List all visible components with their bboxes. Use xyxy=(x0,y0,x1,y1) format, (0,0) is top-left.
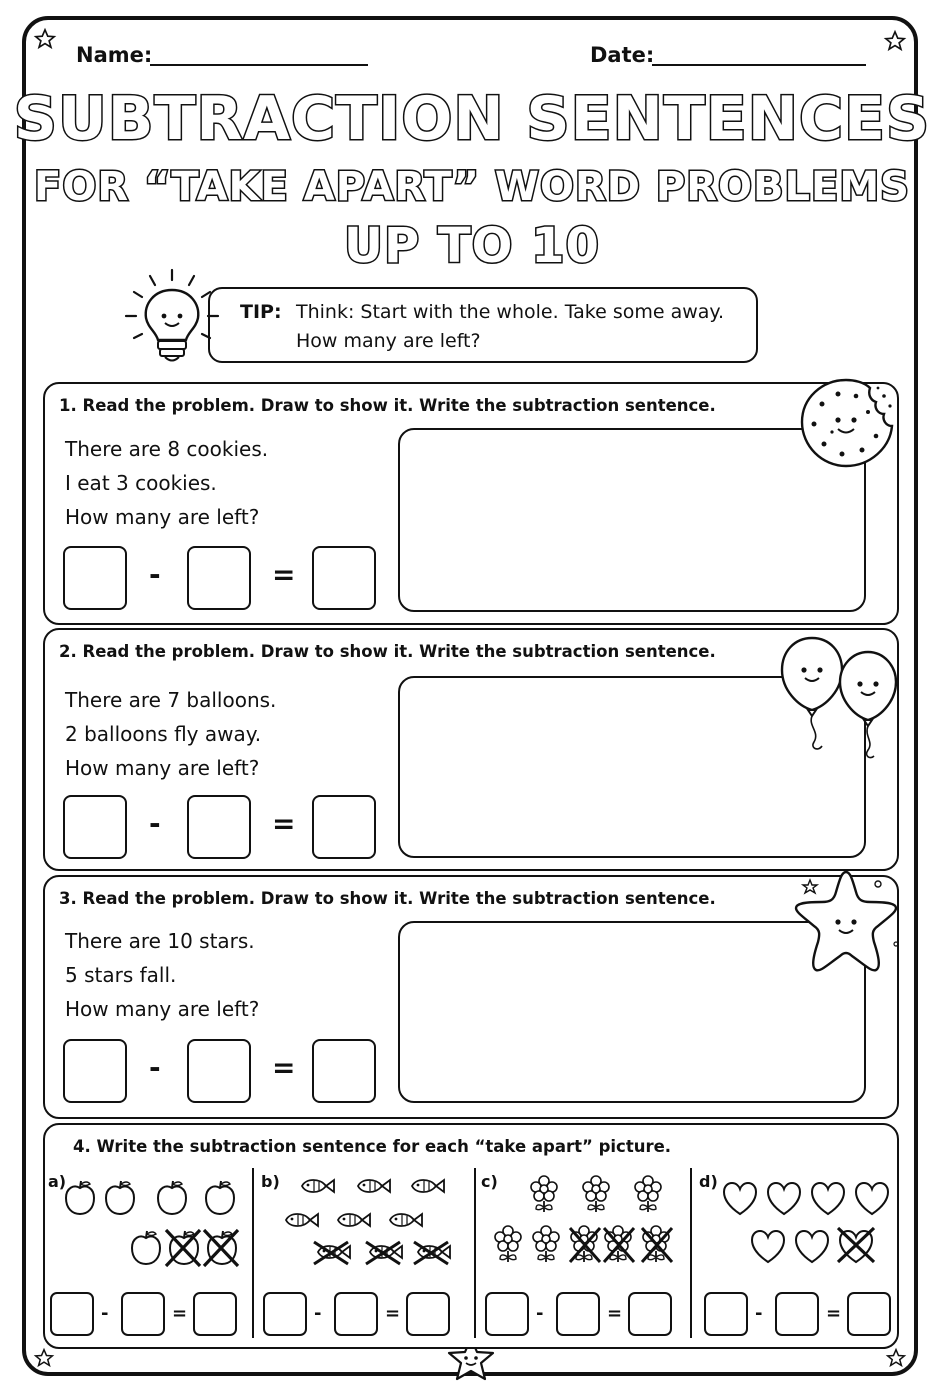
date-field[interactable] xyxy=(652,64,866,66)
answer-box[interactable] xyxy=(628,1292,672,1336)
problem-heading: 4. Write the subtraction sentence for each “take apart” picture. xyxy=(73,1137,672,1156)
cookie-icon xyxy=(798,376,898,470)
difference-answer-box[interactable] xyxy=(312,546,376,610)
answer-box[interactable] xyxy=(406,1292,450,1336)
heart-icon xyxy=(812,1183,844,1214)
apple-icon xyxy=(132,1231,160,1264)
heart-icon xyxy=(752,1231,784,1262)
divider xyxy=(252,1168,254,1338)
difference-answer-box[interactable] xyxy=(312,1039,376,1103)
answer-box[interactable] xyxy=(847,1292,891,1336)
problem-1-panel xyxy=(43,382,899,625)
flower-icon xyxy=(635,1176,661,1212)
minus-sign: - xyxy=(755,1303,763,1324)
fish-icon xyxy=(286,1214,318,1226)
subtrahend-answer-box[interactable] xyxy=(187,795,251,859)
minus-sign: - xyxy=(101,1303,109,1324)
flower-icon xyxy=(583,1176,609,1212)
answer-box[interactable] xyxy=(121,1292,165,1336)
equals-sign: = xyxy=(826,1303,842,1324)
minuend-answer-box[interactable] xyxy=(63,1039,127,1103)
answer-box[interactable] xyxy=(485,1292,529,1336)
star-decoration-icon xyxy=(34,28,56,50)
heart-icon xyxy=(768,1183,800,1214)
problem-line: There are 10 stars. xyxy=(65,929,255,953)
heart-icon xyxy=(796,1231,828,1262)
answer-box[interactable] xyxy=(775,1292,819,1336)
tip-text-line1: Think: Start with the whole. Take some away. xyxy=(296,301,725,323)
date-label: Date: xyxy=(590,43,655,67)
minuend-answer-box[interactable] xyxy=(63,546,127,610)
equals-sign: = xyxy=(272,1051,296,1084)
star-decoration-icon xyxy=(884,30,906,52)
equals-sign: = xyxy=(607,1303,623,1324)
answer-box[interactable] xyxy=(50,1292,94,1336)
name-field[interactable] xyxy=(150,64,368,66)
apple-picture xyxy=(60,1178,250,1274)
equals-sign: = xyxy=(385,1303,401,1324)
heart-icon xyxy=(724,1183,756,1214)
minus-sign: - xyxy=(149,558,161,591)
flower-icon xyxy=(495,1226,521,1262)
problem-heading: 1. Read the problem. Draw to show it. Write the subtraction sentence. xyxy=(59,396,716,415)
answer-box[interactable] xyxy=(334,1292,378,1336)
tip-text-line2: How many are left? xyxy=(296,330,481,352)
divider xyxy=(474,1168,476,1338)
problem-line: There are 8 cookies. xyxy=(65,437,269,461)
picture-label-b: b) xyxy=(261,1172,280,1191)
equals-sign: = xyxy=(272,558,296,591)
page-title: SUBTRACTION SENTENCES xyxy=(13,84,931,154)
equals-sign: = xyxy=(272,807,296,840)
answer-box[interactable] xyxy=(704,1292,748,1336)
problem-line: 5 stars fall. xyxy=(65,963,177,987)
problem-heading: 2. Read the problem. Draw to show it. Write the subtraction sentence. xyxy=(59,642,716,661)
fish-icon xyxy=(338,1214,370,1226)
star-icon xyxy=(790,866,902,976)
tip-label: TIP: xyxy=(240,301,282,323)
minuend-answer-box[interactable] xyxy=(63,795,127,859)
name-label: Name: xyxy=(76,43,153,67)
problem-3-panel xyxy=(43,875,899,1119)
heart-picture xyxy=(718,1178,896,1270)
problem-line: How many are left? xyxy=(65,997,260,1021)
problem-heading: 3. Read the problem. Draw to show it. Write the subtraction sentence. xyxy=(59,889,716,908)
fish-picture xyxy=(276,1172,472,1268)
drawing-area[interactable] xyxy=(398,428,866,612)
minus-sign: - xyxy=(314,1303,322,1324)
heart-icon xyxy=(856,1183,888,1214)
minus-sign: - xyxy=(149,1051,161,1084)
apple-icon xyxy=(158,1181,186,1214)
problem-line: 2 balloons fly away. xyxy=(65,722,262,746)
picture-label-a: a) xyxy=(48,1172,67,1191)
star-decoration-icon xyxy=(886,1348,906,1368)
apple-icon xyxy=(206,1181,234,1214)
tip-box xyxy=(208,287,758,363)
apple-icon xyxy=(66,1181,94,1214)
star-decoration-icon xyxy=(34,1348,54,1368)
flower-icon xyxy=(531,1176,557,1212)
fish-icon xyxy=(390,1214,422,1226)
answer-box[interactable] xyxy=(263,1292,307,1336)
answer-box[interactable] xyxy=(556,1292,600,1336)
fish-icon xyxy=(358,1180,390,1192)
equals-sign: = xyxy=(172,1303,188,1324)
difference-answer-box[interactable] xyxy=(312,795,376,859)
picture-label-c: c) xyxy=(481,1172,498,1191)
problem-line: I eat 3 cookies. xyxy=(65,471,217,495)
fish-icon xyxy=(302,1180,334,1192)
page-subtitle: FOR “TAKE APART” WORD PROBLEMS xyxy=(34,164,910,210)
divider xyxy=(690,1168,692,1338)
subtrahend-answer-box[interactable] xyxy=(187,1039,251,1103)
page-subtitle-range: UP TO 10 xyxy=(344,218,600,274)
problem-line: There are 7 balloons. xyxy=(65,688,277,712)
fish-icon xyxy=(412,1180,444,1192)
flower-icon xyxy=(533,1226,559,1262)
problem-line: How many are left? xyxy=(65,505,260,529)
picture-label-d: d) xyxy=(699,1172,718,1191)
minus-sign: - xyxy=(536,1303,544,1324)
flower-picture xyxy=(490,1174,686,1268)
problem-2-panel xyxy=(43,628,899,871)
subtrahend-answer-box[interactable] xyxy=(187,546,251,610)
apple-icon xyxy=(106,1181,134,1214)
minus-sign: - xyxy=(149,807,161,840)
balloons-icon xyxy=(778,634,902,762)
answer-box[interactable] xyxy=(193,1292,237,1336)
problem-line: How many are left? xyxy=(65,756,260,780)
